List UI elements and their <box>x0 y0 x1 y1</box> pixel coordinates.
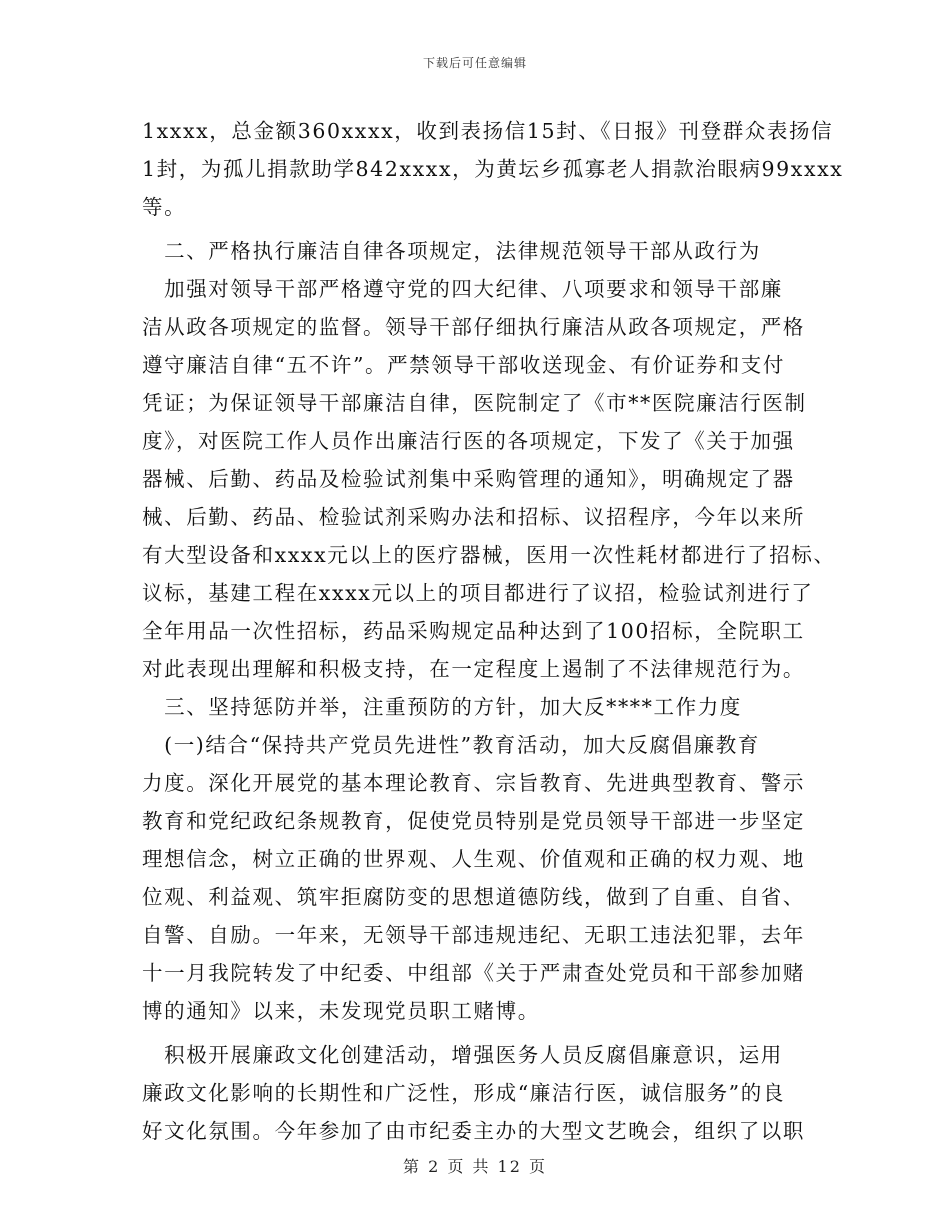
text-line: 十一月我院转发了中纪委、中组部《关于严肃查处党员和干部参加赌 <box>142 961 805 985</box>
text-line: 积极开展廉政文化创建活动，增强医务人员反腐倡廉意识，运用 <box>142 1043 783 1067</box>
text-line: 凭证；为保证领导干部廉洁自律，医院制定了《市**医院廉洁行医制 <box>142 391 807 415</box>
page-number: 第 2 页 共 12 页 <box>403 1157 547 1176</box>
text-line: 议标，基建工程在xxxx元以上的项目都进行了议招，检验试剂进行了 <box>142 581 814 605</box>
text-line: 有大型设备和xxxx元以上的医疗器械，医用一次性耗材都进行了招标、 <box>142 543 836 567</box>
text-line: 全年用品一次性招标，药品采购规定品种达到了100招标，全院职工 <box>142 619 805 643</box>
text-line: 1xxxx，总金额360xxxx，收到表扬信15封、《日报》刊登群众表扬信 <box>142 119 834 143</box>
document-body <box>142 112 844 1150</box>
text-line: 力度。深化开展党的基本理论教育、宗旨教育、先进典型教育、警示 <box>142 771 805 795</box>
page-header-note: 下载后可任意编辑 <box>422 56 527 70</box>
text-line: 廉政文化影响的长期性和广泛性，形成“廉洁行医，诚信服务”的良 <box>142 1081 785 1105</box>
section-heading: 二、严格执行廉洁自律各项规定，法律规范领导干部从政行为 <box>142 239 761 263</box>
text-line: 遵守廉洁自律“五不许”。严禁领导干部收送现金、有价证券和支付 <box>142 353 785 377</box>
text-line: 洁从政各项规定的监督。领导干部仔细执行廉洁从政各项规定，严格 <box>142 315 805 339</box>
text-line: 理想信念，树立正确的世界观、人生观、价值观和正确的权力观、地 <box>142 847 805 871</box>
text-line: 等。 <box>142 195 187 219</box>
text-line: 加强对领导干部严格遵守党的四大纪律、八项要求和领导干部廉 <box>142 277 783 301</box>
section-heading: 三、坚持惩防并举，注重预防的方针，加大反****工作力度 <box>142 695 742 719</box>
text-line: 械、后勤、药品、检验试剂采购办法和招标、议招程序，今年以来所 <box>142 505 805 529</box>
text-line: 位观、利益观、筑牢拒腐防变的思想道德防线，做到了自重、自省、 <box>142 885 805 909</box>
text-line: 博的通知》以来，未发现党员职工赌博。 <box>142 999 540 1023</box>
text-line: 自警、自励。一年来，无领导干部违规违纪、无职工违法犯罪，去年 <box>142 923 805 947</box>
text-line: (一)结合“保持共产党员先进性”教育活动，加大反腐倡廉教育 <box>142 733 760 757</box>
text-line: 对此表现出理解和积极支持，在一定程度上遏制了不法律规范行为。 <box>142 657 805 681</box>
text-line: 1封，为孤儿捐款助学842xxxx，为黄坛乡孤寡老人捐款治眼病99xxxx <box>142 157 844 181</box>
text-line: 教育和党纪政纪条规教育，促使党员特别是党员领导干部进一步坚定 <box>142 809 805 833</box>
text-line: 器械、后勤、药品及检验试剂集中采购管理的通知》，明确规定了器 <box>142 467 795 491</box>
text-line: 好文化氛围。今年参加了由市纪委主办的大型文艺晚会，组织了以职 <box>142 1119 805 1143</box>
text-line: 度》，对医院工作人员作出廉洁行医的各项规定，下发了《关于加强 <box>142 429 795 453</box>
